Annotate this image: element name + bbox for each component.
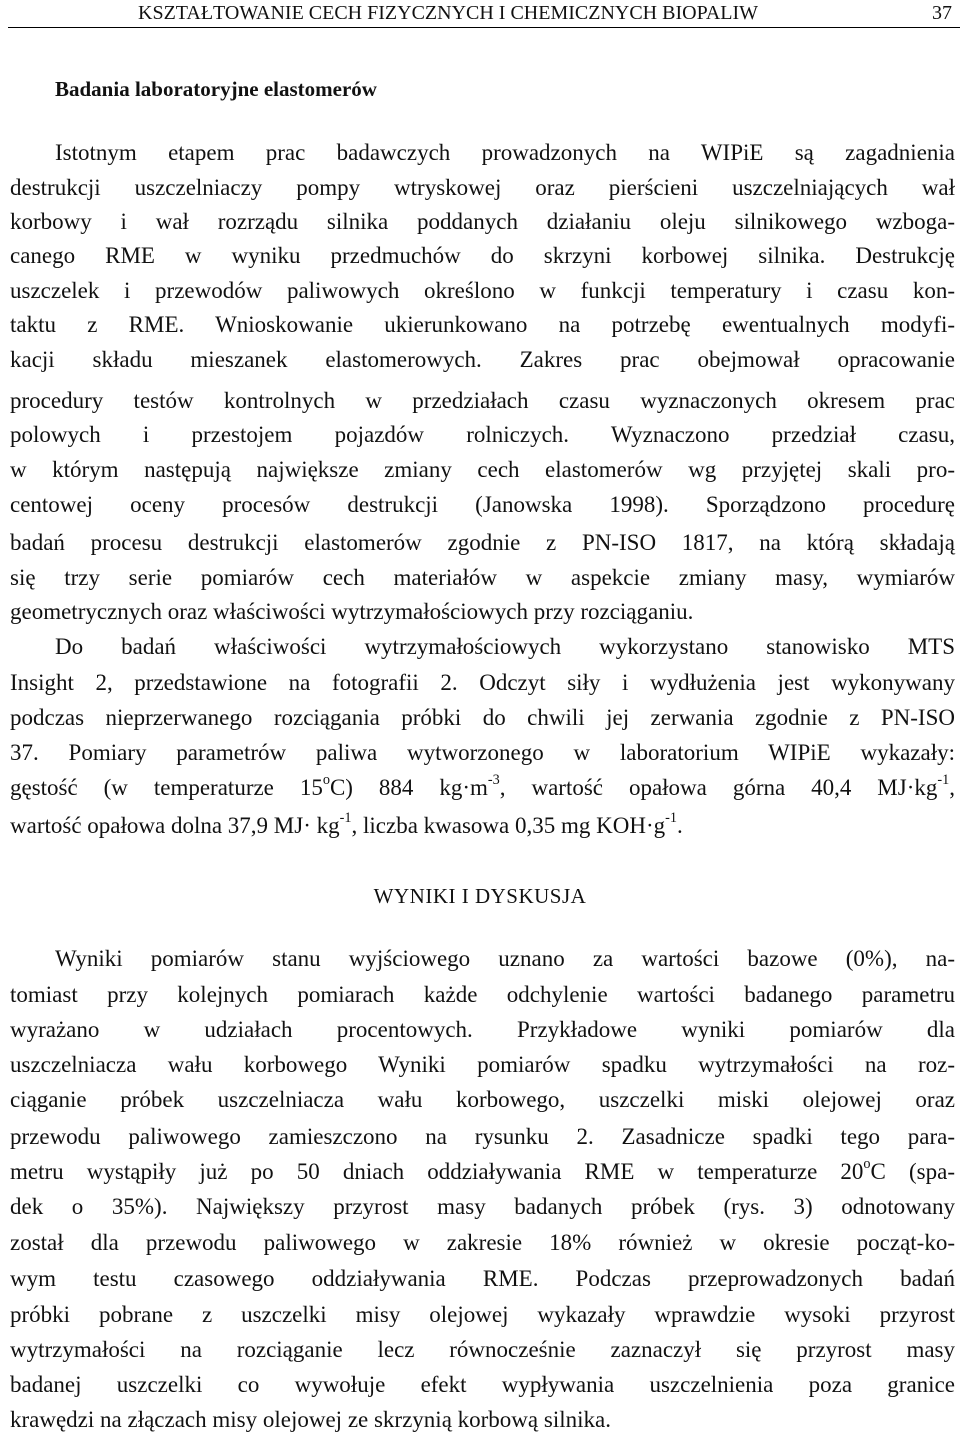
text-line: wym testu czasowego oddziaływania RME. Podczas przeprowadzonych badań [10,1266,955,1291]
text-line: ciąganie próbek uszczelniacza wału korbowego, uszczelki miski olejowej oraz [10,1087,955,1112]
text-line: polowych i przestojem pojazdów rolniczych. Wyznaczono przedział czasu, [10,422,955,447]
section-heading-results: WYNIKI I DYSKUSJA [373,884,587,908]
text-line-temperature: metru wystąpiły już po 50 dniach oddziaływania RME w temperaturze 20$^o$C (spa- [10,1155,955,1184]
text-line: Do badań właściwości wytrzymałościowych wykorzystano stanowisko MTS [55,634,955,659]
text-line: uszczelek i przewodów paliwowych określono w funkcji temperatury i czasu kon- [10,278,955,303]
text-line: został dla przewodu paliwowego w zakresie 18% również w okresie począt-ko- [10,1230,955,1255]
text-line: Wyniki pomiarów stanu wyjściowego uznano za wartości bazowe (0%), na- [55,946,955,971]
text-line: Istotnym etapem prac badawczych prowadzonych na WIPiE są zagadnienia [55,140,955,165]
text-line: badań procesu destrukcji elastomerów zgodnie z PN-ISO 1817, na którą składają [10,530,955,555]
text-line-density: gęstość (w temperaturze 15$^o$C) 884 $kg\cdot m^{-3}$, wartość opałowa górna 40,4 $MJ\cdot kg^{-1}$, [10,771,956,800]
page-number: 37 [932,2,952,24]
text-line: geometrycznych oraz właściwości wytrzymałościowych przy rozciąganiu. [10,599,694,624]
text-line-calorific: wartość opałowa dolna 37,9 $MJ\cdot kg^{-1}$, liczba kwasowa 0,35 mg $KOH\cdot g^{-1}$. [10,809,683,838]
text-line: Insight 2, przedstawione na fotografii 2. Odczyt siły i wydłużenia jest wykonywany [10,670,955,695]
text-line: destrukcji uszczelniaczy pompy wtryskowej oraz pierścieni uszczelniających wał [10,175,955,200]
text-line: wytrzymałości na rozciąganie lecz równocześnie zaznaczył się przyrost masy [10,1337,955,1362]
text-line: wyrażano w udziałach procentowych. Przykładowe wyniki pomiarów dla [10,1017,955,1042]
text-line: canego RME w wyniku przedmuchów do skrzyni korbowej silnika. Destrukcję [10,243,955,268]
text-line: przewodu paliwowego zamieszczono na rysunku 2. Zasadnicze spadki tego para- [10,1124,955,1149]
text-line: procedury testów kontrolnych w przedziałach czasu wyznaczonych okresem prac [10,388,955,413]
text-line: dek o 35%). Największy przyrost masy badanych próbek (rys. 3) odnotowany [10,1194,955,1219]
text-line: się trzy serie pomiarów cech materiałów w aspekcie zmiany masy, wymiarów [10,565,955,590]
text-line: taktu z RME. Wnioskowanie ukierunkowano na potrzebę ewentualnych modyfi- [10,312,955,337]
text-line: podczas nieprzerwanego rozciągania próbki do chwili jej zerwania zgodnie z PN-ISO [10,705,955,730]
text-line: uszczelniacza wału korbowego Wyniki pomiarów spadku wytrzymałości na roz- [10,1052,955,1077]
text-line: krawędzi na złączach misy olejowej ze skrzynią korbową silnika. [10,1407,611,1432]
text-line: centowej oceny procesów destrukcji (Janowska 1998). Sporządzono procedurę [10,492,955,517]
text-line: badanej uszczelki co wywołuje efekt wypływania uszczelnienia poza granice [10,1372,955,1397]
running-header [8,0,960,28]
text-line: próbki pobrane z uszczelki misy olejowej wykazały wprawdzie wysoki przyrost [10,1302,955,1327]
section-heading-lab-tests: Badania laboratoryjne elastomerów [55,77,377,101]
text-line: korbowy i wał rozrządu silnika poddanych działaniu oleju silnikowego wzboga- [10,209,955,234]
text-line: 37. Pomiary parametrów paliwa wytworzonego w laboratorium WIPiE wykazały: [10,740,955,765]
text-line: kacji składu mieszanek elastomerowych. Zakres prac obejmował opracowanie [10,347,955,372]
running-header-title: KSZTAŁTOWANIE CECH FIZYCZNYCH I CHEMICZNYCH BIOPALIW [138,2,759,24]
text-line: w którym następują największe zmiany cech elastomerów wg przyjętej skali pro- [10,457,955,482]
text-line: tomiast przy kolejnych pomiarach każde odchylenie wartości badanego parametru [10,982,955,1007]
